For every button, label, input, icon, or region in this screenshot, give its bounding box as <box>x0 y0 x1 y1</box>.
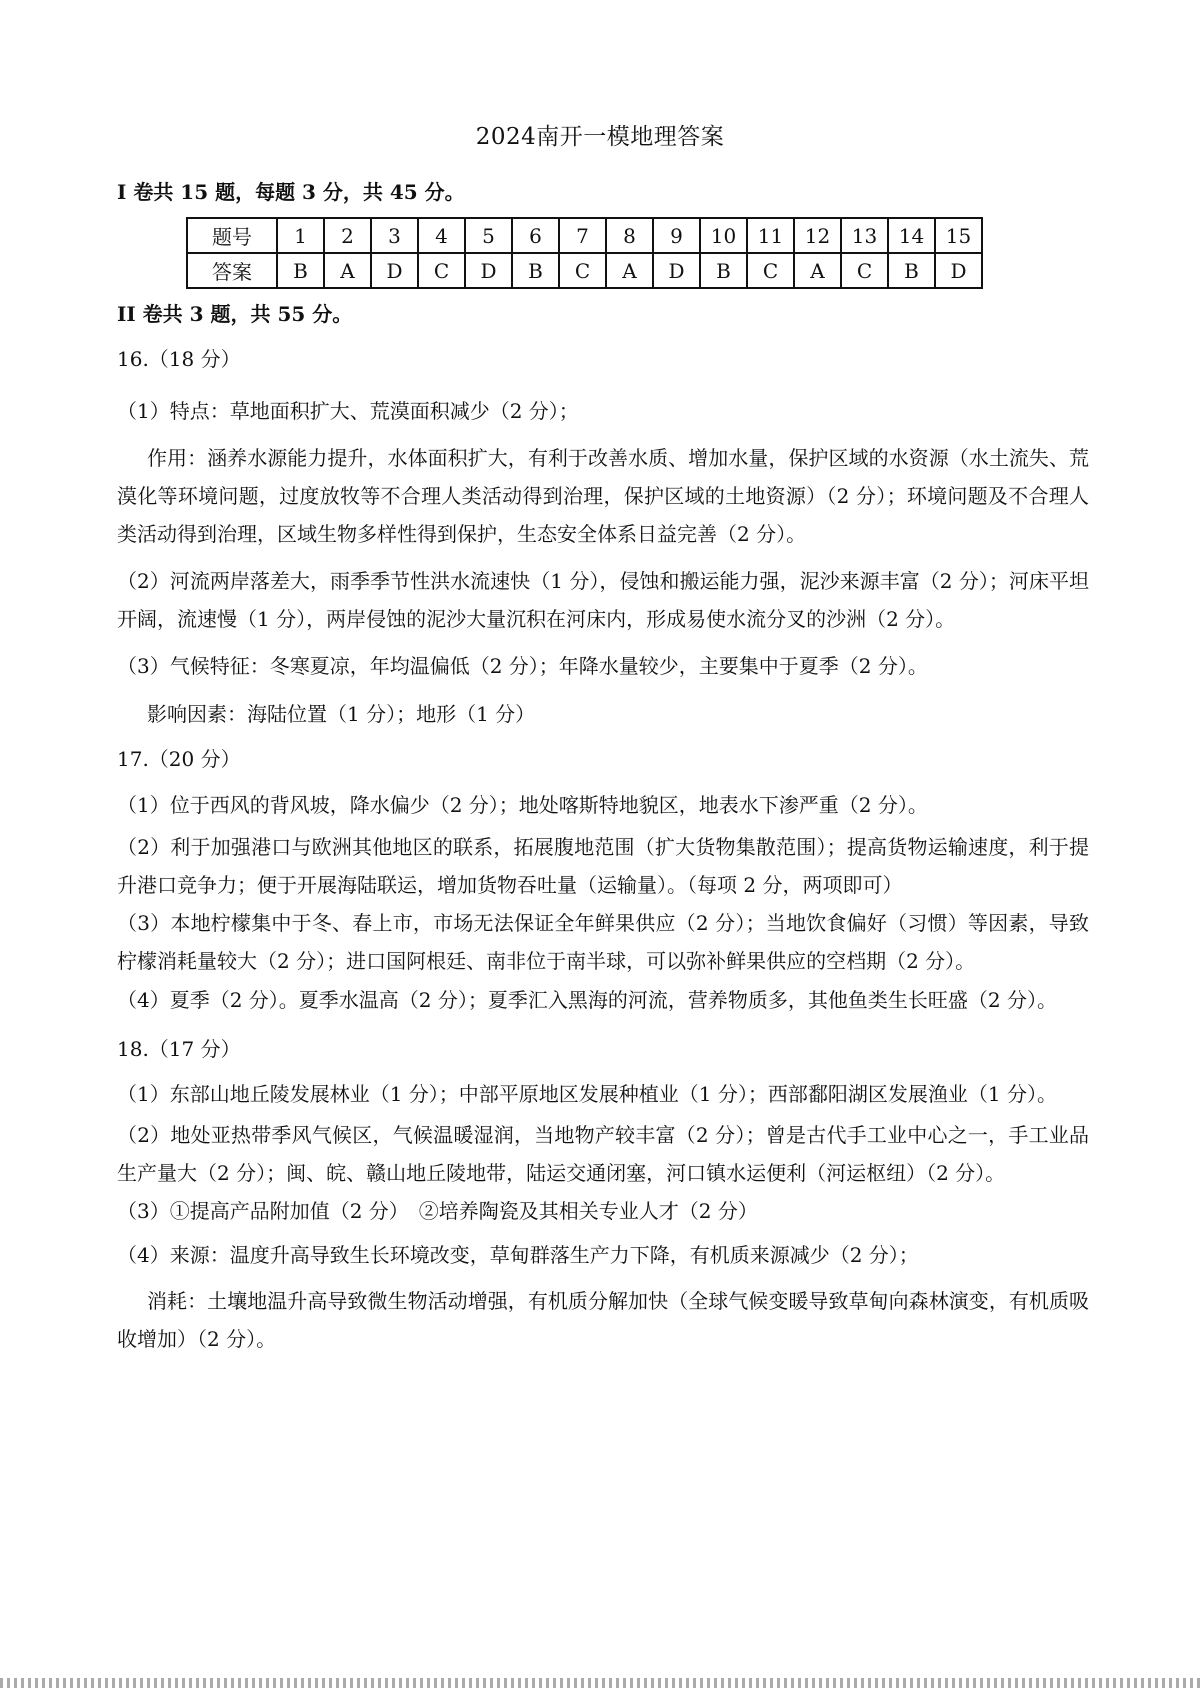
section2-heading: II 卷共 3 题，共 55 分。 <box>117 302 353 326</box>
answer-cell: A <box>606 253 653 288</box>
section1-heading: I 卷共 15 题，每题 3 分，共 45 分。 <box>117 180 465 204</box>
question-number: 1 <box>277 218 324 253</box>
question-number: 13 <box>841 218 888 253</box>
q16-part3-climate: （3）气候特征：冬寒夏凉，年均温偏低（2 分）；年降水量较少，主要集中于夏季（2 分）。 <box>117 654 928 678</box>
question-number: 12 <box>794 218 841 253</box>
answer-cell: C <box>418 253 465 288</box>
q16-part3-factors: 影响因素：海陆位置（1 分）；地形（1 分） <box>147 702 536 726</box>
question-number: 7 <box>559 218 606 253</box>
answer-cell: D <box>653 253 700 288</box>
scan-edge-band <box>0 1678 1200 1688</box>
answer-cell: A <box>794 253 841 288</box>
question-number: 9 <box>653 218 700 253</box>
question-number-row <box>187 218 982 253</box>
page-title: 2024南开一模地理答案 <box>475 124 725 150</box>
answer-cell: D <box>371 253 418 288</box>
q18-part1: （1）东部山地丘陵发展林业（1 分）；中部平原地区发展种植业（1 分）；西部鄱阳湖区发展渔业（1 分）。 <box>117 1082 1057 1106</box>
question-number: 3 <box>371 218 418 253</box>
answer-cell: B <box>700 253 747 288</box>
row-header-question: 题号 <box>187 218 277 253</box>
question-number: 5 <box>465 218 512 253</box>
q16-part1-effect: 作用：涵养水源能力提升，水体面积扩大，有利于改善水质、增加水量，保护区域的水资源（水土流失、荒漠化等环境问题，过度放牧等不合理人类活动得到治理，保护区域的土地资源）（2 分）；环境问题及不合理人类活动得到治理，区域生物多样性得到保护，生态安全体系日益完善（2 分）。 <box>117 446 1089 546</box>
q18-part4-consumption: 消耗：土壤地温升高导致微生物活动增强，有机质分解加快（全球气候变暖导致草甸向森林演变，有机质吸收增加）（2 分）。 <box>117 1289 1089 1351</box>
q18-heading: 18.（17 分） <box>117 1037 241 1061</box>
answer-cell: D <box>465 253 512 288</box>
q17-part3: （3）本地柠檬集中于冬、春上市，市场无法保证全年鲜果供应（2 分）；当地饮食偏好（习惯）等因素，导致柠檬消耗量较大（2 分）；进口国阿根廷、南非位于南半球，可以弥补鲜果供应的空档期（2 分）。 <box>117 911 1089 973</box>
answer-cell: D <box>935 253 982 288</box>
question-number: 2 <box>324 218 371 253</box>
question-number: 4 <box>418 218 465 253</box>
q18-part3: （3）①提高产品附加值（2 分） ②培养陶瓷及其相关专业人才（2 分） <box>117 1199 758 1223</box>
q16-part1-feature: （1）特点：草地面积扩大、荒漠面积减少（2 分）； <box>117 399 579 423</box>
answer-cell: B <box>512 253 559 288</box>
answer-row <box>187 253 982 288</box>
q16-heading: 16.（18 分） <box>117 347 241 371</box>
q17-heading: 17.（20 分） <box>117 747 241 771</box>
question-number: 8 <box>606 218 653 253</box>
question-number: 11 <box>747 218 794 253</box>
answer-cell: A <box>324 253 371 288</box>
answer-cell: C <box>841 253 888 288</box>
q18-part2: （2）地处亚热带季风气候区，气候温暖湿润，当地物产较丰富（2 分）；曾是古代手工业中心之一，手工业品生产量大（2 分）；闽、皖、赣山地丘陵地带，陆运交通闭塞，河口镇水运便利（河运枢纽）（2 分）。 <box>117 1123 1089 1185</box>
q17-part2: （2）利于加强港口与欧洲其他地区的联系，拓展腹地范围（扩大货物集散范围）；提高货物运输速度，利于提升港口竞争力；便于开展海陆联运，增加货物吞吐量（运输量）。（每项 2 分，两项即可） <box>117 835 1089 897</box>
question-number: 14 <box>888 218 935 253</box>
answer-cell: B <box>888 253 935 288</box>
answer-cell: C <box>747 253 794 288</box>
q18-part4-source: （4）来源：温度升高导致生长环境改变，草甸群落生产力下降，有机质来源减少（2 分）； <box>117 1243 919 1267</box>
answer-cell: C <box>559 253 606 288</box>
question-number: 6 <box>512 218 559 253</box>
q17-part1: （1）位于西风的背风坡，降水偏少（2 分）；地处喀斯特地貌区，地表水下渗严重（2 分）。 <box>117 793 928 817</box>
q16-part2: （2）河流两岸落差大，雨季季节性洪水流速快（1 分），侵蚀和搬运能力强，泥沙来源丰富（2 分）；河床平坦开阔，流速慢（1 分），两岸侵蚀的泥沙大量沉积在河床内，形成易使水流分叉的沙洲（2 分）。 <box>117 569 1089 631</box>
question-number: 15 <box>935 218 982 253</box>
q17-part4: （4）夏季（2 分）。夏季水温高（2 分）；夏季汇入黑海的河流，营养物质多，其他鱼类生长旺盛（2 分）。 <box>117 988 1057 1012</box>
answer-cell: B <box>277 253 324 288</box>
answer-table <box>186 217 983 289</box>
row-header-answer: 答案 <box>187 253 277 288</box>
question-number: 10 <box>700 218 747 253</box>
